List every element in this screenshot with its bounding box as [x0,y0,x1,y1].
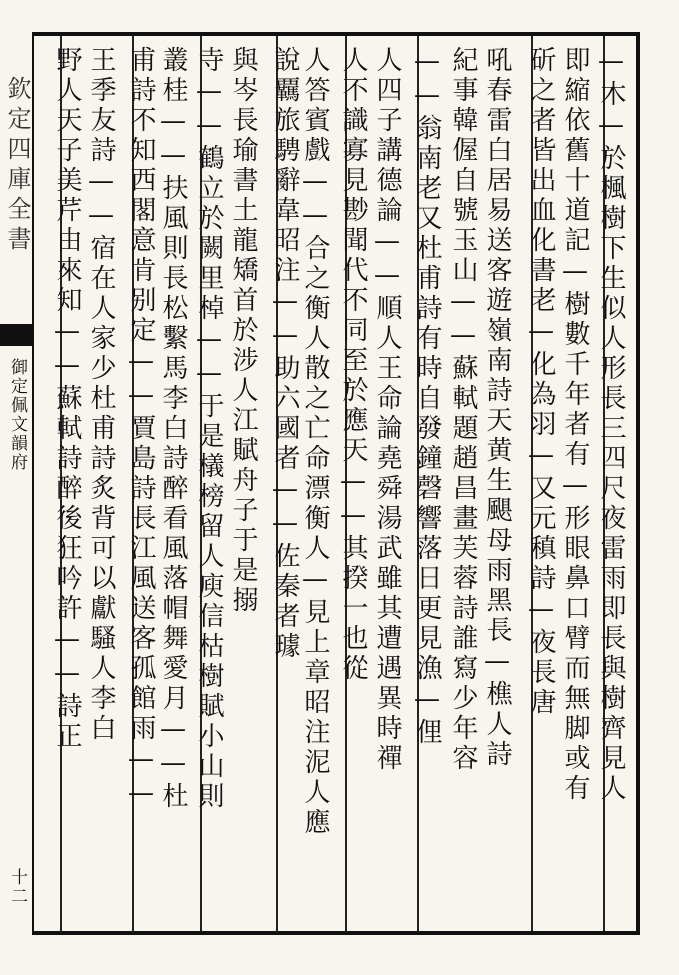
text-column-8: 人不識寡見尠聞代不同至於應天——其揆一也從 [338,46,368,684]
text-column-5: 紀事韓偓自號玉山——蘇軾題趙昌畫芙蓉詩誰寫少年容 [448,46,478,774]
text-column-7: 人四子講德論——順人王命論堯舜湯武雖其遭遇異時禪 [372,46,402,774]
text-column-10: 說覊旅騁辭韋昭注——助六國者——佐秦者璩 [270,46,300,662]
text-column-2: 即縮依舊十道記—樹數千年者有—形眼鼻口臂而無脚或有 [560,46,590,804]
text-column-16: 野人天子美芹由來知——蘇軾詩醉後狂吟許——詩正 [52,46,82,752]
text-column-1: —木—於楓樹下生似人形長三四尺夜雷雨即長與樹齊見人 [596,46,626,804]
page-number: 十二 [7,868,27,906]
text-column-11: 與岑長瑜書土龍矯首於涉人江賦舟子于是搦 [228,46,258,616]
fish-tail-mark [0,324,32,346]
text-column-9: 人答賓戲——合之衡人散之亡命漂衡人—見上章昭注泥人應 [300,46,330,838]
text-column-4: 吼春雷白居易送客遊嶺南詩天黄生颶母雨黑長—樵人詩 [482,46,512,770]
book-name: 御定佩文韻府 [7,358,27,472]
text-column-3: 斫之者皆出血化書老—化為羽—又元稹詩—夜長唐 [526,46,556,718]
text-column-14: 甫詩不知西閣意肯别定——賈島詩長江風送客孤館雨—— [126,46,156,812]
text-column-12: 寺——鶴立於闕里棹——于是檥榜留人庾信枯樹賦小山則 [194,46,224,812]
text-column-6: ——翁南老又杜甫詩有時自發鐘磬響落日更見漁—俚 [412,46,442,748]
collection-title: 欽定四庫全書 [3,76,31,256]
page-margin [0,32,34,935]
text-column-15: 王季友詩——宿在人家少杜甫詩炙背可以獻騷人李白 [86,46,116,744]
text-column-13: 叢桂——扶風則長松繫馬李白詩醉看風落帽舞愛月——杜 [158,46,188,812]
